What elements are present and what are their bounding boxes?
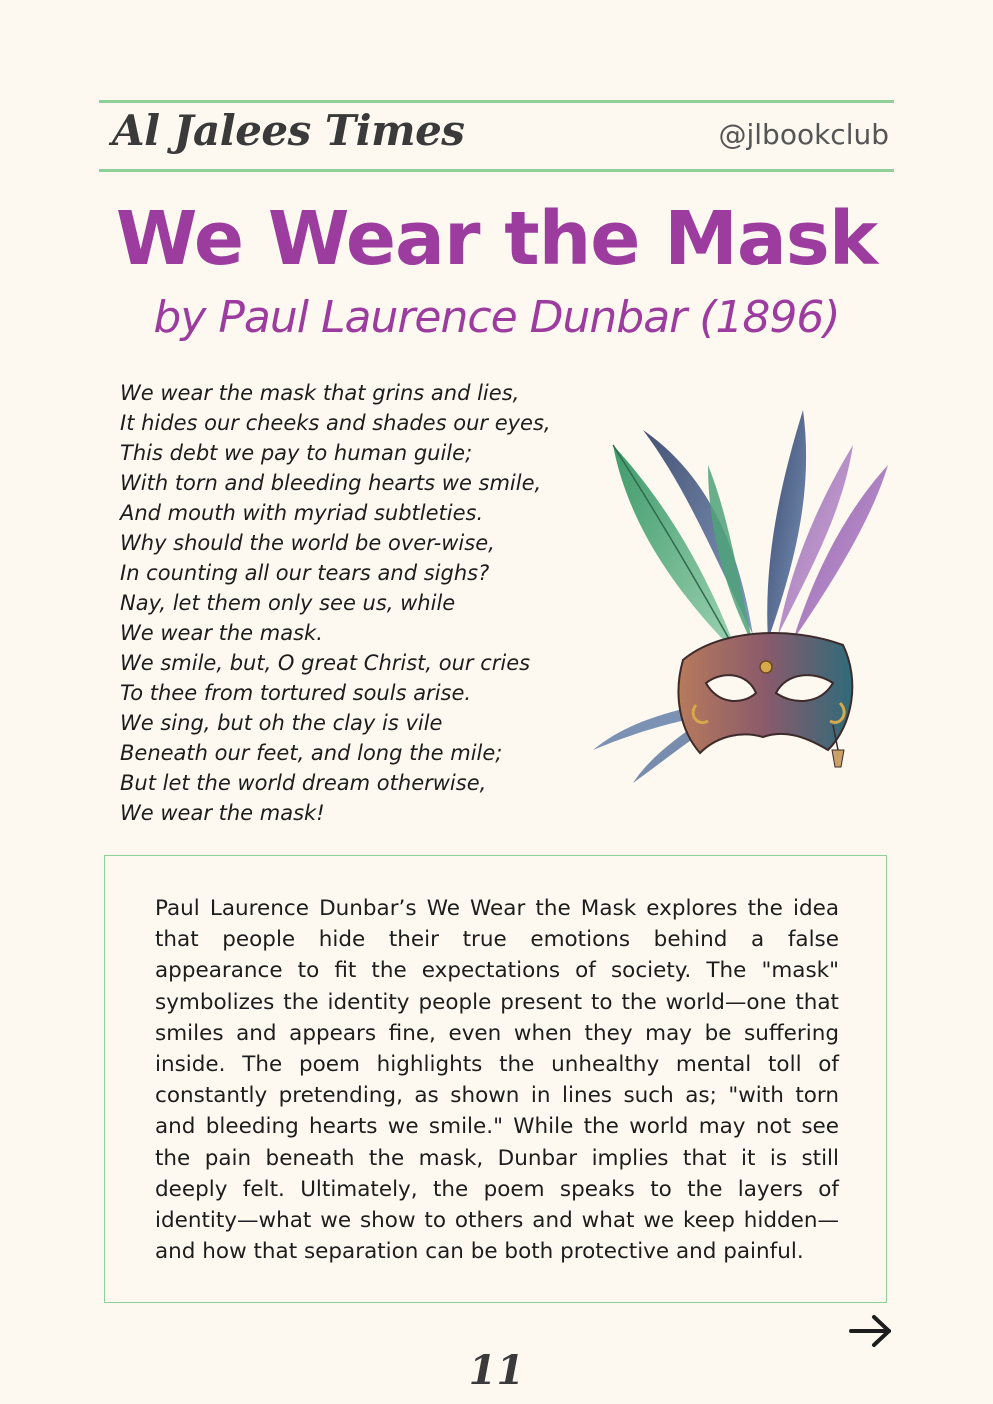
poem-text [120,378,590,828]
poem-line: This debt we pay to human guile; [120,441,473,465]
poem-line: But let the world dream otherwise, [120,771,487,795]
poem-line: And mouth with myriad subtleties. [120,501,484,525]
poem-line: To thee from tortured souls arise. [120,681,472,705]
poem-line: It hides our cheeks and shades our eyes, [120,411,551,435]
poem-byline: by Paul Laurence Dunbar (1896) [153,292,840,343]
poem-line: We smile, but, O great Christ, our cries [120,651,531,675]
poem-line: Nay, let them only see us, while [120,591,456,615]
summary-box [104,855,887,1303]
poem-line: With torn and bleeding hearts we smile, [120,471,542,495]
poem-line: We wear the mask that grins and lies, [120,381,520,405]
page-number: 11 [468,1347,525,1394]
summary-paragraph: Paul Laurence Dunbar’s We Wear the Mask explores the idea that people hide their true emotions behind a false appearance to fit the expectations of society. The "mask" symbolizes the identity people present to the world—one that smiles and appears fine, even when they may be suffering inside. The poem highlights the unhealthy mental toll of constantly pretending, as shown in lines such as; "with torn and bleeding hearts we smile." While the world may not see the pain beneath the mask, Dunbar implies that it is still deeply felt. Ultimately, the poem speaks to the layers of identity—what we show to others and what we keep hidden—and how that separation can be both protective and painful. [155,896,839,1265]
poem-line: In counting all our tears and sighs? [120,561,490,585]
poem-line: Why should the world be over-wise, [120,531,495,555]
poem-title: We Wear the Mask [115,196,878,282]
poem-line: We sing, but oh the clay is vile [120,711,443,735]
masthead-title: Al Jalees Times [112,106,465,155]
arrow-right-icon[interactable] [848,1313,894,1349]
poem-line: We wear the mask. [120,621,323,645]
poem-line: We wear the mask! [120,801,325,825]
poem-line: Beneath our feet, and long the mile; [120,741,503,765]
social-handle: @jlbookclub [718,118,889,151]
header-top-rule [99,100,894,103]
masquerade-mask-illustration [588,405,898,785]
header-bottom-rule [99,169,894,172]
